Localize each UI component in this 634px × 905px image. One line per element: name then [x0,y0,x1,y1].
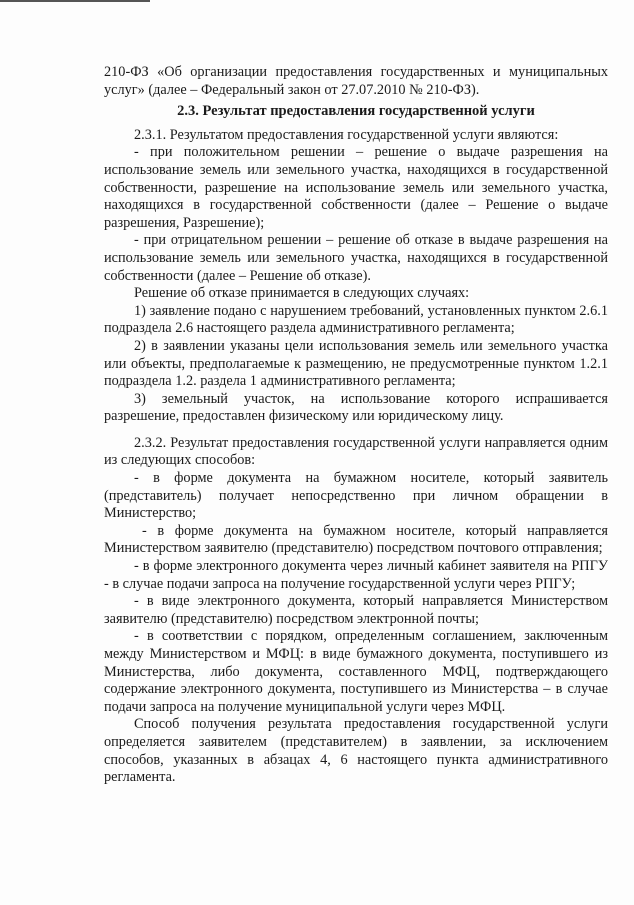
paragraph-method-rpgu: - в форме электронного документа через личный кабинет заявителя на РПГУ - в случае подачи запроса на получение государственной услуги через РПГУ; [104,558,608,592]
top-rule-line [0,0,150,2]
paragraph-method-email: - в виде электронного документа, который направляется Министерством заявителю (представителю) посредством электронной почты; [104,593,608,627]
paragraph-method-post: - в форме документа на бумажном носителе, который направляется Министерством заявителю (представителю) посредством почтового отправления; [104,522,608,557]
paragraph-negative-decision: - при отрицательном решении – решение об отказе в выдаче разрешения на использование земель или земельного участка, находящихся в государственной собственности (далее – Решение об отказе). [104,232,608,284]
intro-paragraph: 210-ФЗ «Об организации предоставления государственных и муниципальных услуг» (далее – Федеральный закон от 27.07.2010 № 210-ФЗ). [104,64,608,98]
section-heading: 2.3. Результат предоставления государственной услуги [177,103,535,120]
paragraph-case-3: 3) земельный участок, на использование которого испрашивается разрешение, предоставлен физическому или юридическому лицу. [104,390,608,425]
paragraph-case-1: 1) заявление подано с нарушением требований, установленных пунктом 2.6.1 подраздела 2.6 настоящего раздела административного регламента; [104,302,608,337]
paragraph-case-2: 2) в заявлении указаны цели использования земель или земельного участка или объекты, предполагаемые к размещению, не предусмотренные пунктом 1.2.1 подраздела 1.2. раздела 1 административного регламента; [104,337,608,390]
paragraph-method-choice: Способ получения результата предоставления государственной услуги определяется заявителем (представителем) в заявлении, за исключением способов, указанных в абзацах 4, 6 настоящего пункта административного регламента. [104,716,608,786]
paragraph-method-personal: - в форме документа на бумажном носителе, который заявитель (представитель) получает непосредственно при личном обращении в Министерство; [104,470,608,522]
paragraph-positive-decision: - при положительном решении – решение о выдаче разрешения на использование земель или земельного участка, находящихся в государственной собственности, разрешение на использование земель или земельного участка, находящихся в государственной собственности (далее – Решение о выдаче разрешения, Разрешение); [104,144,608,231]
paragraph-2-3-2: 2.3.2. Результат предоставления государственной услуги направляется одним из следующих способов: [104,434,608,469]
paragraph-2-3-1: 2.3.1. Результатом предоставления государственной услуги являются: [134,126,559,143]
paragraph-refusal-cases: Решение об отказе принимается в следующих случаях: [134,285,470,302]
document-body [104,64,608,787]
paragraph-method-mfc: - в соответствии с порядком, определенным соглашением, заключенным между Министерством и МФЦ: в виде бумажного документа, поступившего из Министерства, либо документа, составленного МФЦ, подтверждающего содержание электронного документа, поступившего из Министерства – в случае подачи запроса на получение муниципальной услуги через МФЦ. [104,628,608,715]
